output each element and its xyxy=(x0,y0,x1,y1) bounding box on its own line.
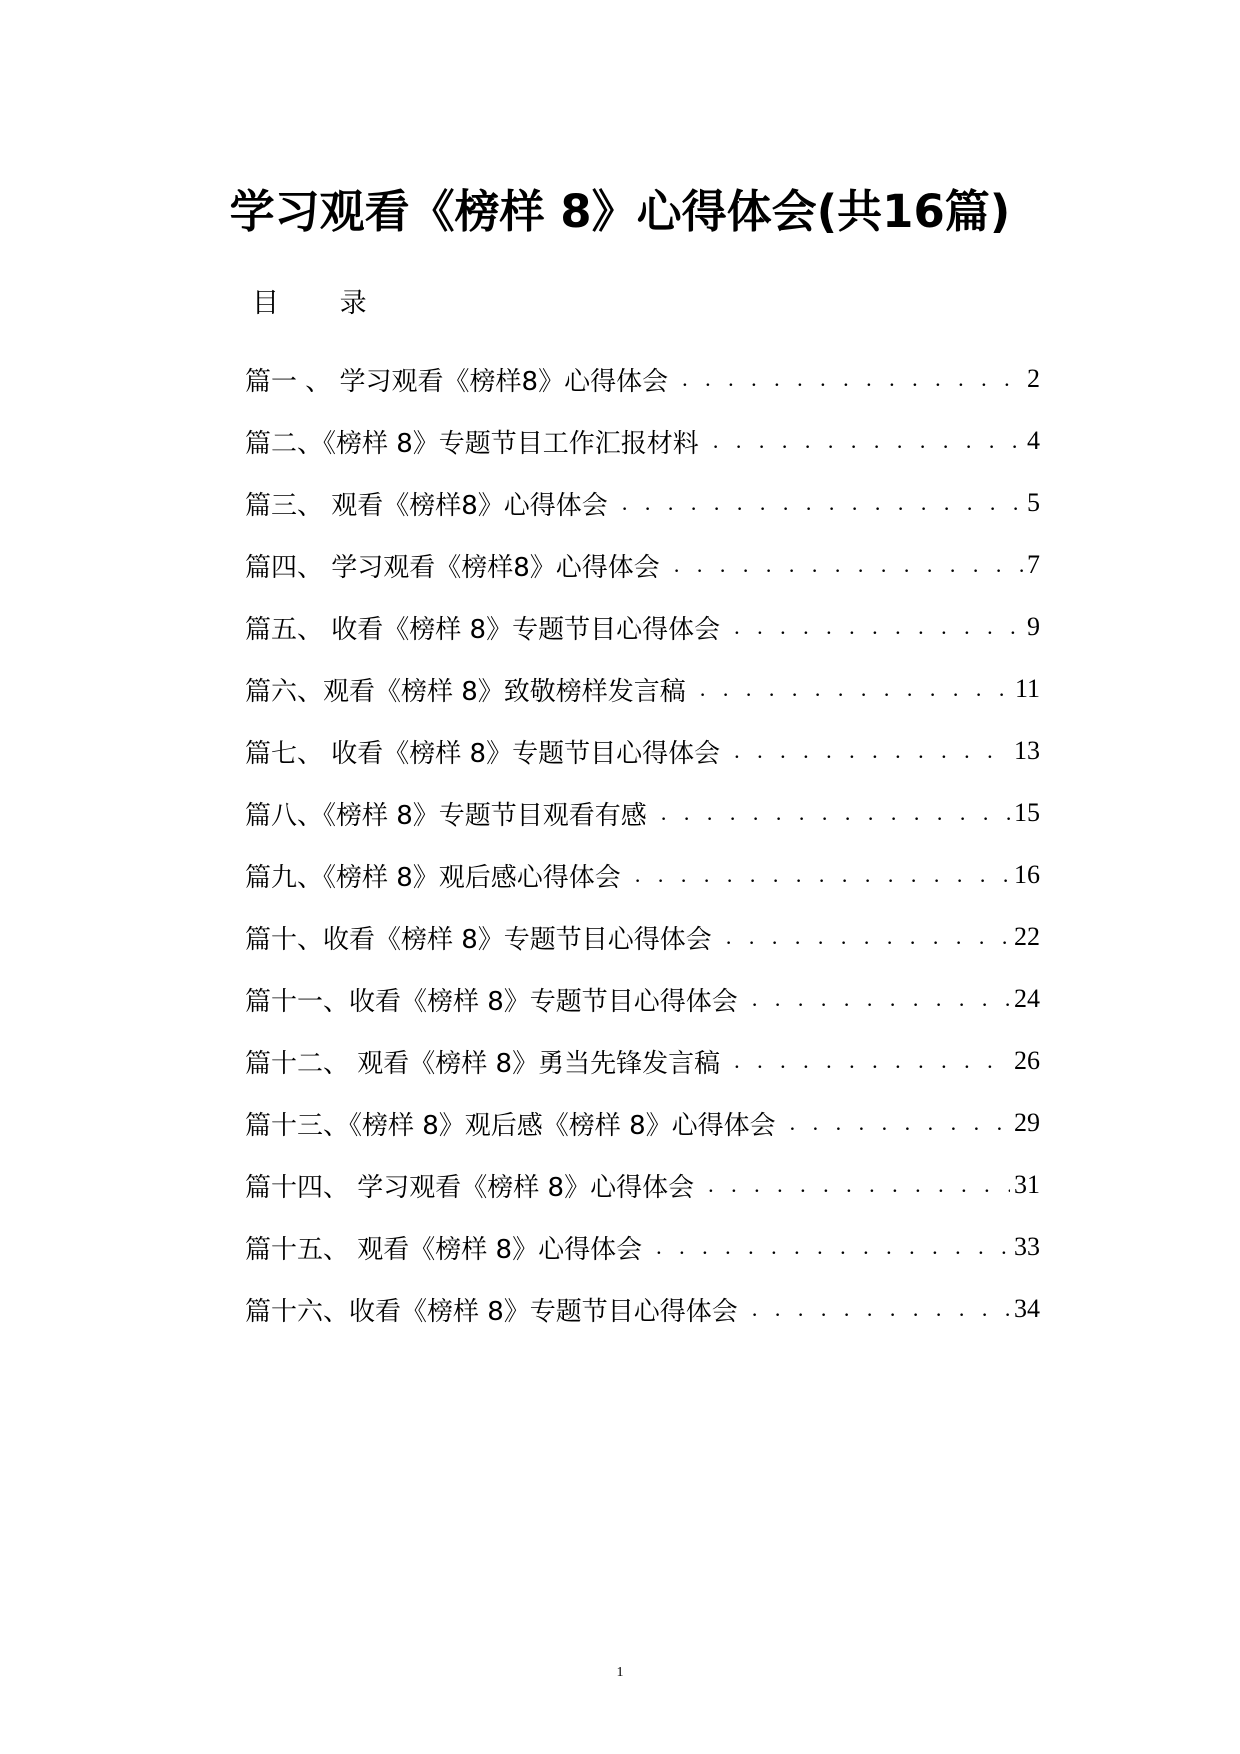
toc-entry-1[interactable] xyxy=(245,348,1040,410)
toc-entry-8[interactable] xyxy=(245,782,1040,844)
toc-entry-page: 4 xyxy=(1027,426,1040,455)
toc-dot-leader xyxy=(734,738,1010,764)
toc-entry-page: 5 xyxy=(1027,488,1040,517)
toc-dot-leader xyxy=(682,366,1023,392)
toc-dot-leader xyxy=(726,924,1010,950)
toc-entry-page: 15 xyxy=(1014,798,1040,827)
toc-entry-page: 33 xyxy=(1014,1232,1040,1261)
toc-entry-page: 31 xyxy=(1014,1170,1040,1199)
toc-entry-title: 篇九、《榜样 8》观后感心得体会 xyxy=(245,862,621,893)
toc-entry-title: 篇十三、《榜样 8》观后感《榜样 8》心得体会 xyxy=(245,1110,776,1141)
toc-dot-leader xyxy=(734,1048,1010,1074)
toc-dot-leader xyxy=(656,1234,1010,1260)
toc-entry-2[interactable] xyxy=(245,410,1040,472)
toc-entry-11[interactable] xyxy=(245,968,1040,1030)
page-number: 1 xyxy=(616,1665,624,1680)
toc-entry-title: 篇四、 学习观看《榜样8》心得体会 xyxy=(245,552,660,583)
toc-entry-title: 篇一 、 学习观看《榜样8》心得体会 xyxy=(245,366,669,397)
toc-entry-10[interactable] xyxy=(245,906,1040,968)
toc-entry-title: 篇十五、 观看《榜样 8》心得体会 xyxy=(245,1234,643,1265)
toc-entry-title: 篇三、 观看《榜样8》心得体会 xyxy=(245,490,608,521)
toc-entry-5[interactable] xyxy=(245,596,1040,658)
toc-dot-leader xyxy=(790,1110,1010,1136)
toc-entry-page: 22 xyxy=(1014,922,1040,951)
toc-entry-page: 13 xyxy=(1014,736,1040,765)
toc-entry-title: 篇十六、收看《榜样 8》专题节目心得体会 xyxy=(245,1296,738,1327)
toc-entry-title: 篇十一、收看《榜样 8》专题节目心得体会 xyxy=(245,986,738,1017)
toc-entry-page: 26 xyxy=(1014,1046,1040,1075)
toc-dot-leader xyxy=(674,552,1023,578)
toc-entry-title: 篇五、 收看《榜样 8》专题节目心得体会 xyxy=(245,614,721,645)
toc-dot-leader xyxy=(752,986,1010,1012)
toc-entry-6[interactable] xyxy=(245,658,1040,720)
toc-entry-14[interactable] xyxy=(245,1154,1040,1216)
toc-entry-title: 篇十、收看《榜样 8》专题节目心得体会 xyxy=(245,924,712,955)
toc-heading: 目 录 xyxy=(252,288,393,319)
toc-entry-3[interactable] xyxy=(245,472,1040,534)
toc-dot-leader xyxy=(661,800,1010,826)
toc-entry-title: 篇六、观看《榜样 8》致敬榜样发言稿 xyxy=(245,676,686,707)
toc-dot-leader xyxy=(700,676,1011,702)
toc-entry-7[interactable] xyxy=(245,720,1040,782)
toc-dot-leader xyxy=(708,1172,1010,1198)
toc-dot-leader xyxy=(752,1296,1010,1322)
toc-entry-title: 篇十四、 学习观看《榜样 8》心得体会 xyxy=(245,1172,695,1203)
toc-entry-page: 11 xyxy=(1014,674,1040,703)
toc-dot-leader xyxy=(622,490,1023,516)
toc-entry-4[interactable] xyxy=(245,534,1040,596)
toc-dot-leader xyxy=(713,428,1023,454)
toc-entry-16[interactable] xyxy=(245,1278,1040,1340)
toc-entry-9[interactable] xyxy=(245,844,1040,906)
toc-entry-title: 篇七、 收看《榜样 8》专题节目心得体会 xyxy=(245,738,721,769)
toc-entry-title: 篇八、《榜样 8》专题节目观看有感 xyxy=(245,800,647,831)
table-of-contents xyxy=(245,348,1040,1340)
toc-entry-page: 29 xyxy=(1014,1108,1040,1137)
toc-entry-page: 34 xyxy=(1014,1294,1040,1323)
toc-entry-page: 24 xyxy=(1014,984,1040,1013)
toc-entry-title: 篇十二、 观看《榜样 8》勇当先锋发言稿 xyxy=(245,1048,721,1079)
toc-entry-page: 16 xyxy=(1014,860,1040,889)
toc-entry-page: 9 xyxy=(1027,612,1040,641)
toc-entry-page: 2 xyxy=(1027,364,1040,393)
toc-dot-leader xyxy=(635,862,1010,888)
toc-entry-page: 7 xyxy=(1027,550,1040,579)
toc-entry-12[interactable] xyxy=(245,1030,1040,1092)
toc-entry-15[interactable] xyxy=(245,1216,1040,1278)
toc-entry-13[interactable] xyxy=(245,1092,1040,1154)
document-title: 学习观看《榜样 8》心得体会(共16篇) xyxy=(229,185,1011,238)
toc-dot-leader xyxy=(734,614,1023,640)
toc-entry-title: 篇二、《榜样 8》专题节目工作汇报材料 xyxy=(245,428,699,459)
